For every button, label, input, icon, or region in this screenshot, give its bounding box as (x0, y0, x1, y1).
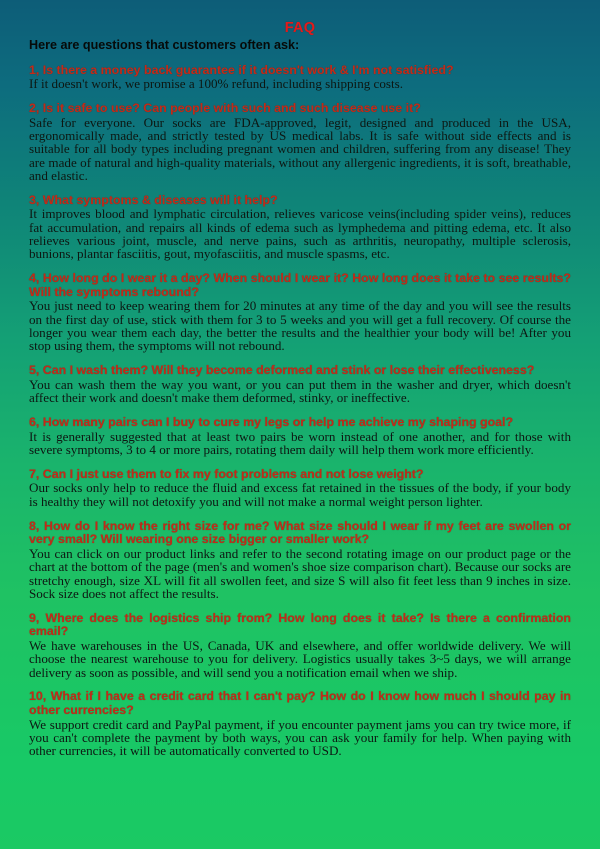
faq-item-9 (29, 612, 571, 679)
answer-text: You can click on our product links and refer to the second rotating image on our product page or the chart at the bottom of the page (men's and women's shoe size comparison chart). Because our socks are stretchy enough, size XL will fit all swollen feet, and size S will also fit feet less than 9 inches in size. Sock size does not affect the results. (29, 545, 571, 601)
question-text: 9, Where does the logistics ship from? How long does it take? Is there a confirmation email? (29, 610, 571, 639)
faq-item-4 (29, 272, 571, 353)
answer-text: It improves blood and lymphatic circulation, relieves varicose veins(including spider veins), reduces fat accumulation, and repairs all kinds of edema such as lymphedema and pitting edema, etc. It also relieves various joint, muscle, and nerve pains, such as arthritis, neuropathy, multiple sclerosis, bunions, plantar fasciitis, gout, myofasciitis, and muscle spasms, etc. (29, 206, 571, 262)
intro-text: Here are questions that customers often ask: (29, 38, 300, 52)
question-text: 2, Is it safe to use? Can people with such and such disease use it? (29, 100, 421, 115)
question-text: 8, How do I know the right size for me? What size should I wear if my feet are swollen or very small? Will wearing one size bigger or smaller work? (29, 518, 571, 547)
faq-item-8 (29, 520, 571, 601)
faq-item-2 (29, 102, 571, 182)
question-text: 1, Is there a money back guarantee if it doesn't work & I'm not satisfied? (29, 62, 454, 77)
faq-item-6 (29, 416, 571, 456)
question-text: 5, Can I wash them? Will they become deformed and stink or lose their effectiveness? (29, 363, 535, 378)
faq-item-10 (29, 690, 571, 757)
answer-text: Safe for everyone. Our socks are FDA-approved, legit, designed and produced in the USA, ergonomically made, and strictly tested by US medical labs. It is safe without side effects and is suitable for all body types including pregnant women and children, suffering from any disease! They are made of natural and high-quality materials, without any allergenic ingredients, it is soft, breathable, and elastic. (29, 114, 571, 183)
question-text: 6, How many pairs can I buy to cure my legs or help me achieve my shaping goal? (29, 415, 514, 430)
page-title: FAQ (284, 20, 316, 36)
faq-item-3 (29, 194, 571, 261)
question-text: 4, How long do I wear it a day? When should I wear it? How long does it take to see results? Will the symptoms rebound? (29, 271, 571, 299)
answer-text: We have warehouses in the US, Canada, UK and elsewhere, and offer worldwide delivery. We will choose the nearest warehouse to you for delivery. Logistics usually takes 3~5 days, we will arrange delivery as soon as possible, and will send you a notification email when we ship. (29, 637, 571, 680)
question-text: 7, Can I just use them to fix my foot problems and not lose weight? (29, 466, 424, 481)
question-text: 3, What symptoms & diseases will it help? (29, 192, 278, 207)
answer-text: Our socks only help to reduce the fluid and excess fat retained in the tissues of the body, if your body is healthy they will not detoxify you and will not make a normal weight person lighter. (29, 480, 571, 509)
question-text: 10, What if I have a credit card that I can't pay? How do I know how much I should pay in other currencies? (29, 689, 571, 717)
answer-text: If it doesn't work, we promise a 100% refund, including shipping costs. (29, 76, 404, 92)
answer-text: You can wash them the way you want, or you can put them in the washer and dryer, which doesn't affect their work and doesn't make them deformed, stinky, or ineffective. (29, 376, 571, 406)
faq-item-7 (29, 468, 571, 508)
answer-text: We support credit card and PayPal payment, if you encounter payment jams you can try twice more, if you can't complete the payment by both ways, you can ask your family for help. When paying with other currencies, it will be automatically converted to USD. (29, 716, 571, 759)
faq-item-1 (29, 64, 571, 91)
answer-text: You just need to keep wearing them for 20 minutes at any time of the day and you will see the results on the first day of use, stick with them for 3 to 5 weeks and you will get a full recovery. Of course the longer you wear them each day, the better the results and the healthier your body will be! After you stop using them, the symptoms will not rebound. (29, 298, 571, 354)
faq-item-5 (29, 364, 571, 404)
answer-text: It is generally suggested that at least two pairs be worn instead of one another, and for those with severe symptoms, 3 to 4 or more pairs, rotating them daily will help them work more efficiently. (29, 428, 571, 457)
